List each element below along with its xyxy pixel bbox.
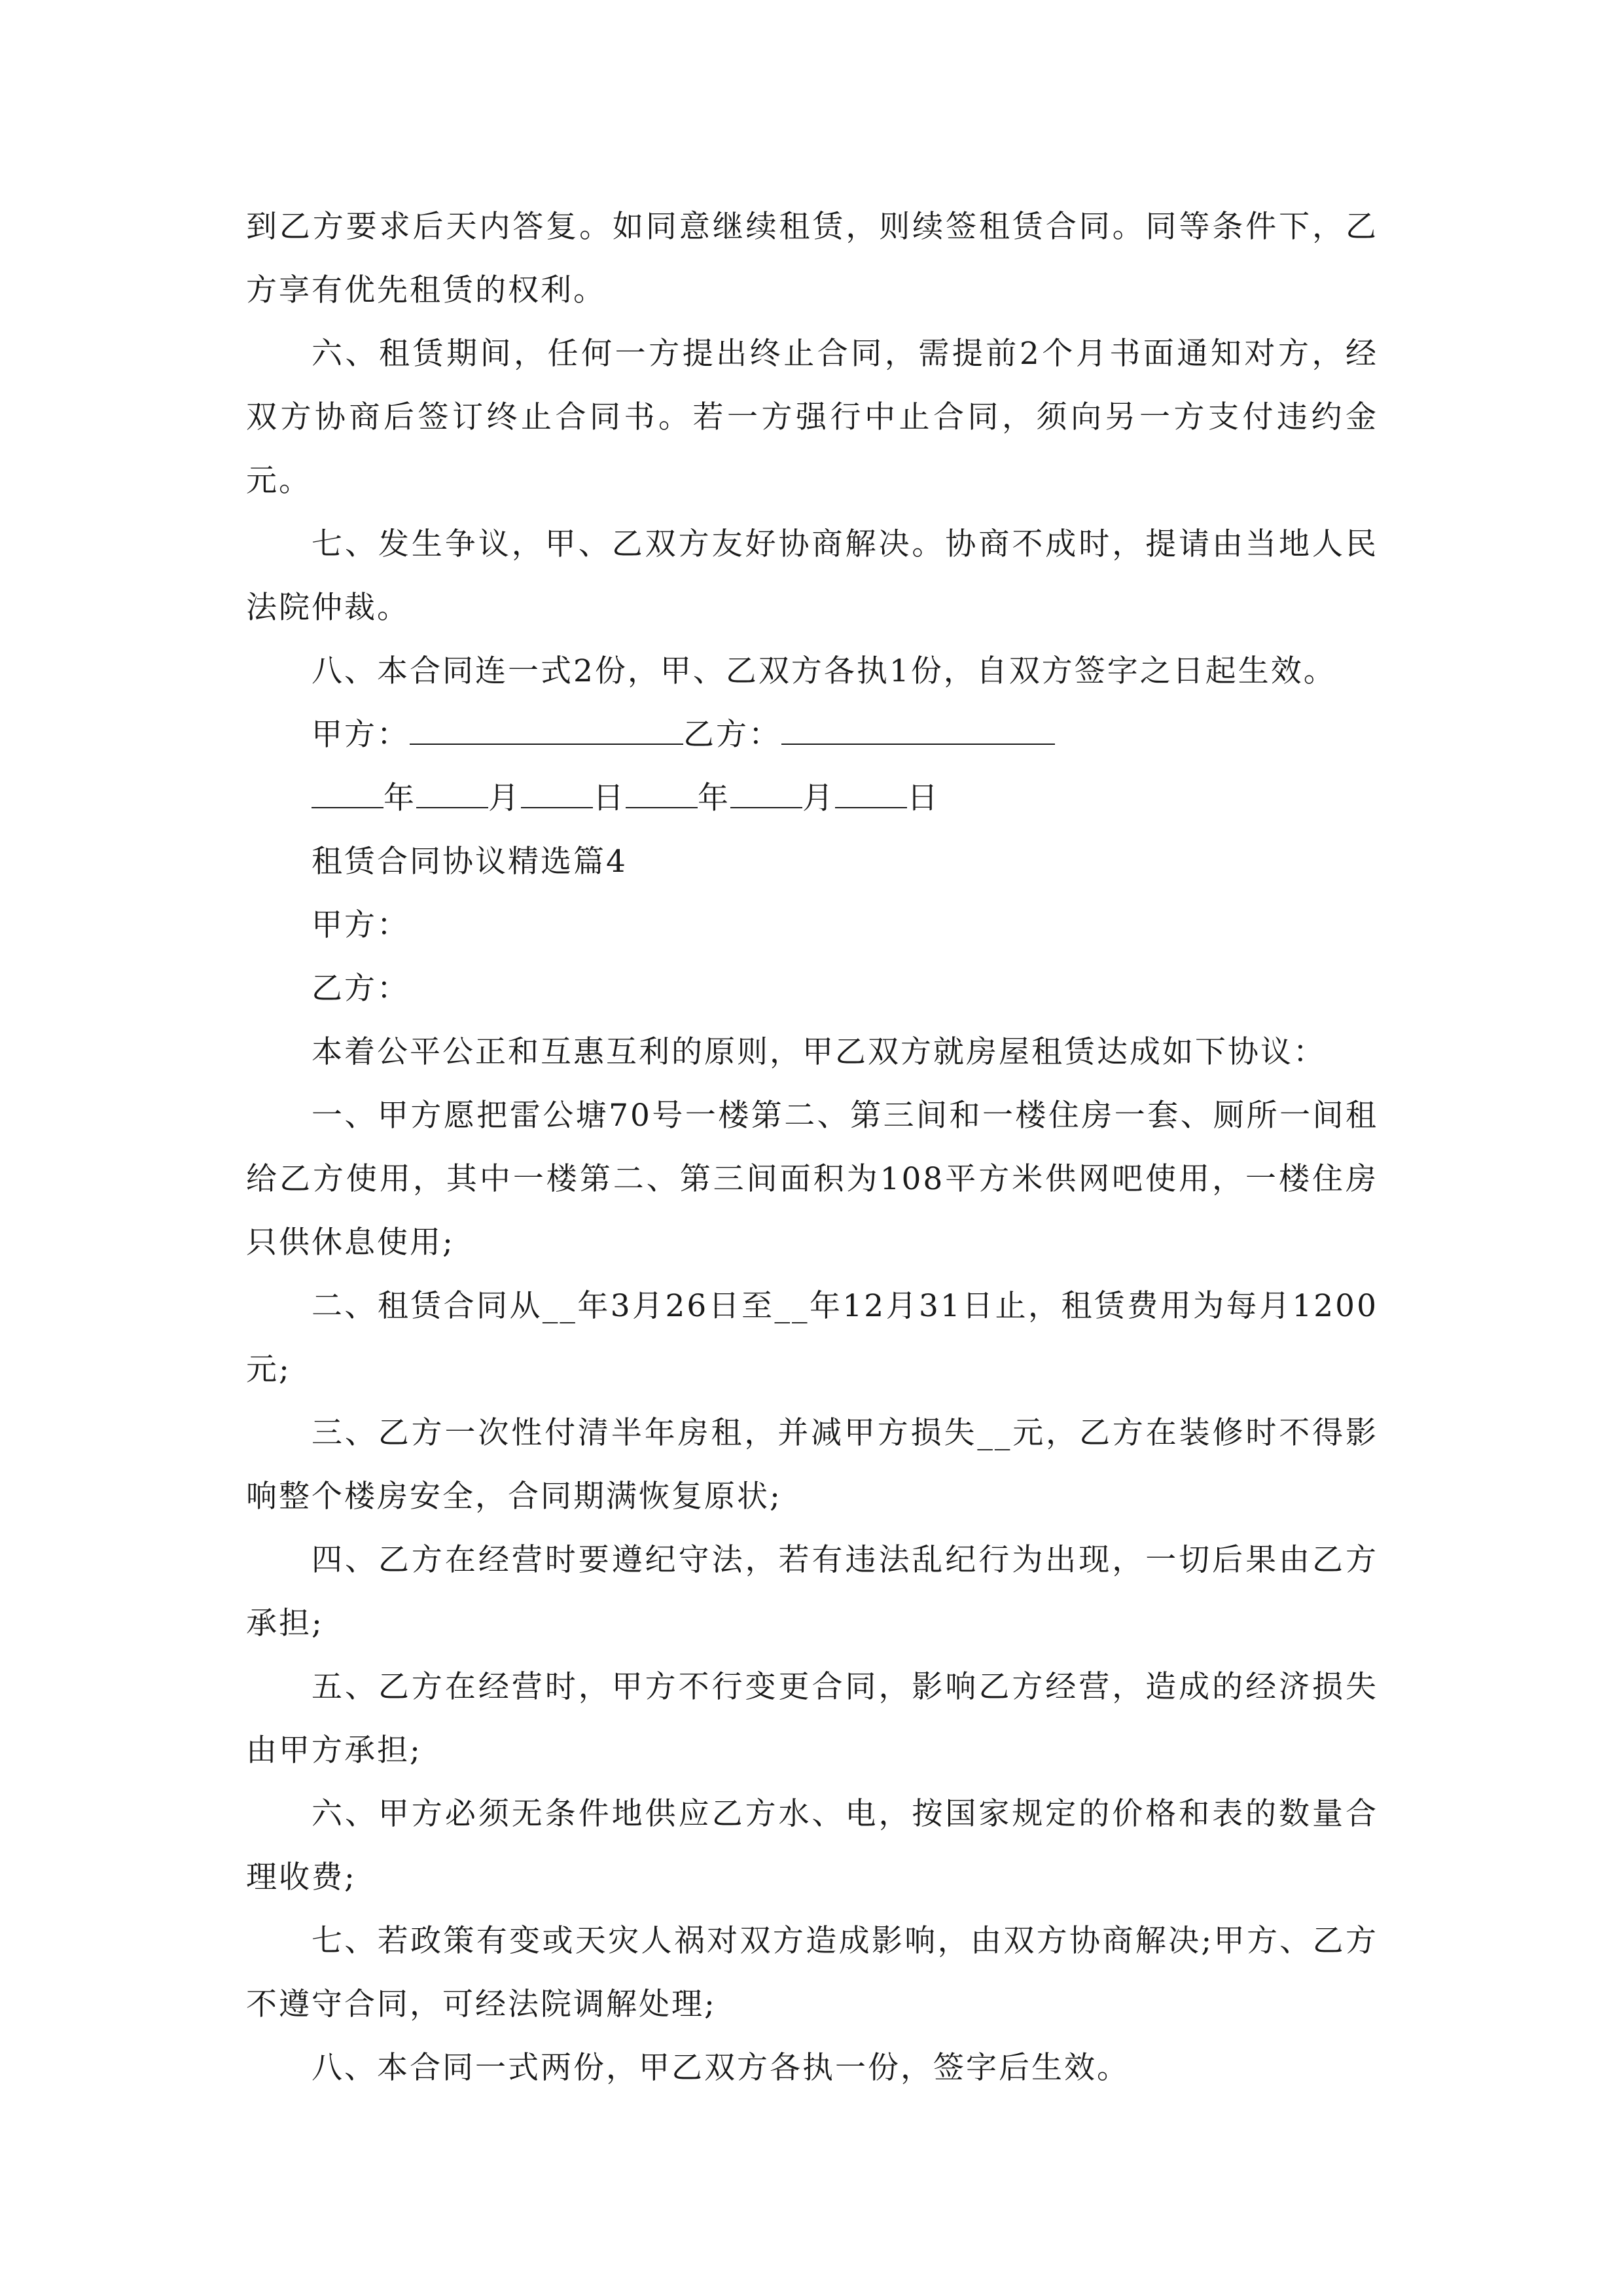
- date-year-label: 年: [383, 780, 416, 816]
- clause-1: 一、甲方愿把雷公塘70号一楼第二、第三间和一楼住房一套、厕所一间租给乙方使用，其中一楼第二、第三间面积为108平方米供网吧使用，一楼住房只供休息使用;: [246, 1098, 1378, 1261]
- date-blank: [416, 781, 488, 808]
- clause-7: 七、若政策有变或天灾人祸对双方造成影响，由双方协商解决;甲方、乙方不遵守合同，可经法院调解处理;: [246, 1923, 1378, 2022]
- date-blank: [730, 781, 802, 808]
- clause-4: 四、乙方在经营时要遵纪守法，若有违法乱纪行为出现，一切后果由乙方承担;: [246, 1542, 1378, 1641]
- clause-2: 二、租赁合同从__年3月26日至__年12月31日止，租赁费用为每月1200元;: [246, 1288, 1378, 1388]
- party-a-signature-label: 甲方：: [312, 717, 410, 753]
- paragraph-clause-7-dispute: 七、发生争议，甲、乙双方友好协商解决。协商不成时，提请由当地人民法院仲裁。: [246, 526, 1378, 626]
- party-a-signature-blank: [410, 717, 683, 745]
- paragraph-clause-8-copies: 八、本合同连一式2份，甲、乙双方各执1份，自双方签字之日起生效。: [312, 653, 1336, 689]
- date-blank: [521, 781, 593, 808]
- date-blank: [312, 781, 383, 808]
- date-blank: [626, 781, 698, 808]
- date-blank: [835, 781, 907, 808]
- party-a-line: 甲方：: [312, 907, 410, 943]
- date-day-label: 日: [593, 780, 626, 816]
- signature-line: [246, 703, 1378, 766]
- clause-5: 五、乙方在经营时，甲方不行变更合同，影响乙方经营，造成的经济损失由甲方承担;: [246, 1669, 1378, 1768]
- date-line: [246, 766, 1378, 830]
- paragraph-clause-6-termination: 六、租赁期间，任何一方提出终止合同，需提前2个月书面通知对方，经双方协商后签订终止合同书。若一方强行中止合同，须向另一方支付违约金元。: [246, 336, 1378, 499]
- clause-6: 六、甲方必须无条件地供应乙方水、电，按国家规定的价格和表的数量合理收费;: [246, 1796, 1378, 1895]
- section-title: 租赁合同协议精选篇4: [312, 844, 628, 880]
- intro-paragraph: 本着公平公正和互惠互利的原则，甲乙双方就房屋租赁达成如下协议：: [312, 1034, 1326, 1070]
- date-year-label: 年: [698, 780, 730, 816]
- party-b-signature-blank: [781, 717, 1055, 745]
- party-b-line: 乙方：: [312, 971, 410, 1007]
- clause-3: 三、乙方一次性付清半年房租，并减甲方损失__元，乙方在装修时不得影响整个楼房安全，合同期满恢复原状;: [246, 1415, 1378, 1515]
- date-month-label: 月: [488, 780, 521, 816]
- clause-8: 八、本合同一式两份，甲乙双方各执一份，签字后生效。: [312, 2050, 1130, 2086]
- document-body: [246, 195, 1378, 2100]
- date-day-label: 日: [907, 780, 940, 816]
- date-month-label: 月: [802, 780, 835, 816]
- paragraph-continuation: 到乙方要求后天内答复。如同意继续租赁，则续签租赁合同。同等条件下，乙方享有优先租赁的权利。: [246, 209, 1378, 308]
- party-b-signature-label: 乙方：: [683, 717, 781, 753]
